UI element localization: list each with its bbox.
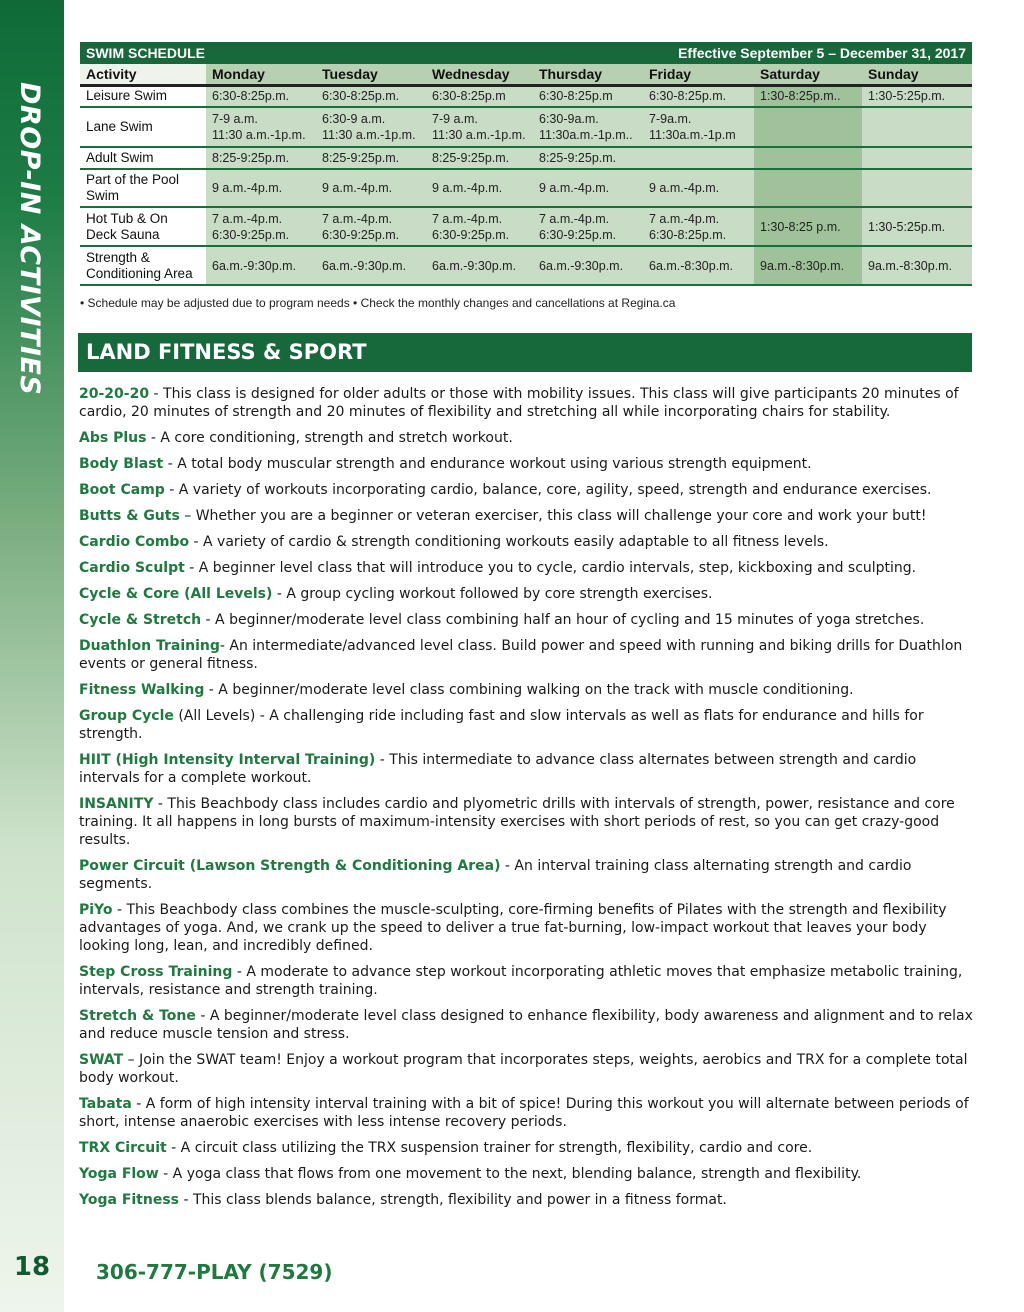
class-name: Yoga Flow: [79, 1166, 159, 1182]
class-name: TRX Circuit: [79, 1140, 167, 1156]
schedule-cell: 9 a.m.-4p.m.: [206, 169, 316, 207]
class-entry: [79, 507, 979, 525]
schedule-cell: 1:30-5:25p.m.: [862, 207, 972, 246]
class-name: Cycle & Stretch: [79, 612, 202, 628]
schedule-cell: 7 a.m.-4p.m. 6:30-9:25p.m.: [426, 207, 533, 246]
class-entry: [79, 1095, 979, 1131]
class-description: - A beginner level class that will introduce you to cycle, cardio intervals, step, kickboxing and sculpting.: [184, 560, 917, 576]
class-entry: [79, 1191, 979, 1209]
schedule-cell: 7 a.m.-4p.m. 6:30-9:25p.m.: [316, 207, 426, 246]
class-entry: [79, 429, 979, 447]
table-row: [80, 147, 972, 169]
schedule-cell: [754, 169, 862, 207]
class-description: - A variety of workouts incorporating cardio, balance, core, agility, speed, strength and endurance exercises.: [164, 482, 932, 498]
class-entry: [79, 1007, 979, 1043]
class-description: - A form of high intensity interval training with a bit of spice! During this workout you will alternate between periods of short, intense anaerobic exercises with less intense recovery periods.: [79, 1096, 969, 1130]
class-entry: [79, 963, 979, 999]
schedule-cell: 6:30-8:25p.m: [426, 85, 533, 107]
table-row: [80, 169, 972, 207]
class-entry: [79, 751, 979, 787]
column-header: Saturday: [754, 64, 862, 85]
schedule-cell: 9 a.m.-4p.m.: [533, 169, 643, 207]
schedule-cell: 9 a.m.-4p.m.: [643, 169, 754, 207]
class-entry: [79, 857, 979, 893]
schedule-cell: [862, 107, 972, 147]
column-header: Tuesday: [316, 64, 426, 85]
schedule-cell: 1:30-5:25p.m.: [862, 85, 972, 107]
class-entry: [79, 385, 979, 421]
class-description: - A core conditioning, strength and stretch workout.: [146, 430, 513, 446]
class-description: - A total body muscular strength and endurance workout using various strength equipment.: [163, 456, 812, 472]
swim-schedule: [80, 42, 972, 286]
schedule-cell: 8:25-9:25p.m.: [316, 147, 426, 169]
schedule-cell: 7 a.m.-4p.m. 6:30-8:25p.m.: [643, 207, 754, 246]
schedule-cell: [643, 147, 754, 169]
table-row: [80, 107, 972, 147]
class-list: [79, 385, 979, 1217]
class-entry: [79, 585, 979, 603]
activity-cell: Lane Swim: [80, 107, 206, 147]
class-description: - A moderate to advance step workout incorporating athletic moves that emphasize metabolic training, intervals, resistance and strength training.: [79, 964, 963, 998]
class-name: Cardio Combo: [79, 534, 190, 550]
class-description: - This class blends balance, strength, flexibility and power in a fitness format.: [179, 1192, 727, 1208]
class-name: Cycle & Core (All Levels): [79, 586, 273, 602]
schedule-cell: 6:30-8:25p.m: [533, 85, 643, 107]
class-description: - A beginner/moderate level class designed to enhance flexibility, body awareness and alignment and to relax and reduce muscle tension and stress.: [79, 1008, 973, 1042]
class-name: SWAT: [79, 1052, 124, 1068]
class-description: (All Levels) - A challenging ride including fast and slow intervals as well as flats for endurance and hills for strength.: [79, 708, 924, 742]
schedule-cell: [862, 169, 972, 207]
schedule-cell: 6:30-9a.m. 11:30a.m.-1p.m..: [533, 107, 643, 147]
schedule-cell: 6a.m.-9:30p.m.: [316, 246, 426, 285]
class-name: Power Circuit (Lawson Strength & Conditioning Area): [79, 858, 501, 874]
class-name: 20-20-20: [79, 386, 150, 402]
class-name: Fitness Walking: [79, 682, 205, 698]
schedule-cell: 8:25-9:25p.m.: [533, 147, 643, 169]
class-name: HIIT (High Intensity Interval Training): [79, 752, 376, 768]
schedule-cell: 6:30-8:25p.m.: [206, 85, 316, 107]
schedule-cell: 7 a.m.-4p.m. 6:30-9:25p.m.: [533, 207, 643, 246]
schedule-cell: 7-9 a.m. 11:30 a.m.-1p.m.: [206, 107, 316, 147]
sidebar: [0, 0, 64, 1312]
table-header-row: [80, 64, 972, 85]
class-entry: [79, 1139, 979, 1157]
column-header: Friday: [643, 64, 754, 85]
schedule-cell: 6:30-8:25p.m.: [643, 85, 754, 107]
class-description: - This Beachbody class combines the muscle-sculpting, core-firming benefits of Pilates with the strength and flexibility advantages of yoga. And, we crank up the speed to deliver a true fat-burning, low-impact workout that leaves your body looking long, lean, and incredibly defined.: [79, 902, 947, 954]
class-description: - A beginner/moderate level class combining walking on the track with muscle conditioning.: [204, 682, 854, 698]
column-header: Activity: [80, 64, 206, 85]
schedule-cell: 6a.m.-9:30p.m.: [533, 246, 643, 285]
swim-schedule-title: SWIM SCHEDULE: [86, 45, 205, 61]
swim-schedule-header: [80, 42, 972, 64]
class-name: INSANITY: [79, 796, 154, 812]
class-name: Duathlon Training: [79, 638, 220, 654]
section-title-vertical: DROP-IN ACTIVITIES: [14, 82, 45, 396]
class-description: - This Beachbody class includes cardio and plyometric drills with intervals of strength, power, resistance and core training. It all happens in long bursts of maximum-intensity exercises with short periods of rest, so you can get crazy-good results.: [79, 796, 955, 848]
class-description: - A beginner/moderate level class combining half an hour of cycling and 15 minutes of yoga stretches.: [201, 612, 925, 628]
class-entry: [79, 1165, 979, 1183]
activity-cell: Leisure Swim: [80, 85, 206, 107]
class-description: - This intermediate to advance class alternates between strength and cardio intervals for a complete workout.: [79, 752, 917, 786]
class-name: Boot Camp: [79, 482, 165, 498]
class-name: Tabata: [79, 1096, 132, 1112]
schedule-cell: 8:25-9:25p.m.: [426, 147, 533, 169]
class-entry: [79, 681, 979, 699]
class-entry: [79, 707, 979, 743]
schedule-cell: 1:30-8:25p.m..: [754, 85, 862, 107]
schedule-cell: 1:30-8:25 p.m.: [754, 207, 862, 246]
class-name: Body Blast: [79, 456, 164, 472]
activity-cell: Hot Tub & On Deck Sauna: [80, 207, 206, 246]
activity-cell: Strength & Conditioning Area: [80, 246, 206, 285]
schedule-cell: 6a.m.-9:30p.m.: [426, 246, 533, 285]
column-header: Wednesday: [426, 64, 533, 85]
schedule-cell: 6:30-8:25p.m.: [316, 85, 426, 107]
class-description: - An interval training class alternating strength and cardio segments.: [79, 858, 912, 892]
class-description: – Join the SWAT team! Enjoy a workout program that incorporates steps, weights, aerobics and TRX for a complete total body workout.: [79, 1052, 968, 1086]
class-description: - A yoga class that flows from one movement to the next, blending balance, strength and flexibility.: [158, 1166, 862, 1182]
class-entry: [79, 637, 979, 673]
class-entry: [79, 611, 979, 629]
schedule-cell: 7 a.m.-4p.m. 6:30-9:25p.m.: [206, 207, 316, 246]
table-row: [80, 246, 972, 285]
schedule-cell: 9 a.m.-4p.m.: [316, 169, 426, 207]
page-number: 18: [13, 1252, 51, 1282]
class-description: - A circuit class utilizing the TRX suspension trainer for strength, flexibility, cardio and core.: [166, 1140, 813, 1156]
phone-number: 306-777-PLAY (7529): [96, 1260, 333, 1284]
column-header: Monday: [206, 64, 316, 85]
activity-cell: Part of the Pool Swim: [80, 169, 206, 207]
schedule-cell: 7-9 a.m. 11:30 a.m.-1p.m.: [426, 107, 533, 147]
class-entry: [79, 795, 979, 849]
schedule-cell: 9a.m.-8:30p.m.: [754, 246, 862, 285]
class-description: - A group cycling workout followed by core strength exercises.: [272, 586, 713, 602]
column-header: Thursday: [533, 64, 643, 85]
swim-schedule-table: [80, 64, 972, 286]
class-name: Yoga Fitness: [79, 1192, 179, 1208]
class-description: - An intermediate/advanced level class. Build power and speed with running and biking drills for Duathlon events or general fitness.: [79, 638, 963, 672]
class-name: Stretch & Tone: [79, 1008, 196, 1024]
column-header: Sunday: [862, 64, 972, 85]
class-description: – Whether you are a beginner or veteran exerciser, this class will challenge your core and work your butt!: [179, 508, 927, 524]
schedule-cell: 7-9a.m. 11:30a.m.-1p.m: [643, 107, 754, 147]
schedule-cell: 9a.m.-8:30p.m.: [862, 246, 972, 285]
class-name: Group Cycle: [79, 708, 174, 724]
activity-cell: Adult Swim: [80, 147, 206, 169]
class-name: Abs Plus: [79, 430, 147, 446]
schedule-cell: 6:30-9 a.m. 11:30 a.m.-1p.m.: [316, 107, 426, 147]
class-name: Cardio Sculpt: [79, 560, 185, 576]
class-entry: [79, 1051, 979, 1087]
schedule-cell: 9 a.m.-4p.m.: [426, 169, 533, 207]
schedule-cell: 6a.m.-8:30p.m.: [643, 246, 754, 285]
schedule-cell: [754, 147, 862, 169]
class-name: Step Cross Training: [79, 964, 233, 980]
class-entry: [79, 455, 979, 473]
class-entry: [79, 533, 979, 551]
schedule-cell: [862, 147, 972, 169]
class-description: - This class is designed for older adults or those with mobility issues. This class will give participants 20 minutes of cardio, 20 minutes of strength and 20 minutes of flexibility and stretching all while incorporating chairs for stability.: [79, 386, 959, 420]
table-row: [80, 85, 972, 107]
class-entry: [79, 559, 979, 577]
class-name: PiYo: [79, 902, 113, 918]
swim-schedule-note: • Schedule may be adjusted due to program needs • Check the monthly changes and cancellations at Regina.ca: [80, 296, 676, 310]
schedule-cell: [754, 107, 862, 147]
schedule-cell: 6a.m.-9:30p.m.: [206, 246, 316, 285]
land-fitness-banner: LAND FITNESS & SPORT: [78, 333, 972, 372]
class-description: - A variety of cardio & strength conditioning workouts easily adaptable to all fitness levels.: [189, 534, 829, 550]
class-entry: [79, 901, 979, 955]
schedule-cell: 8:25-9:25p.m.: [206, 147, 316, 169]
class-name: Butts & Guts: [79, 508, 180, 524]
swim-schedule-effective: Effective September 5 – December 31, 2017: [678, 45, 966, 61]
table-row: [80, 207, 972, 246]
class-entry: [79, 481, 979, 499]
